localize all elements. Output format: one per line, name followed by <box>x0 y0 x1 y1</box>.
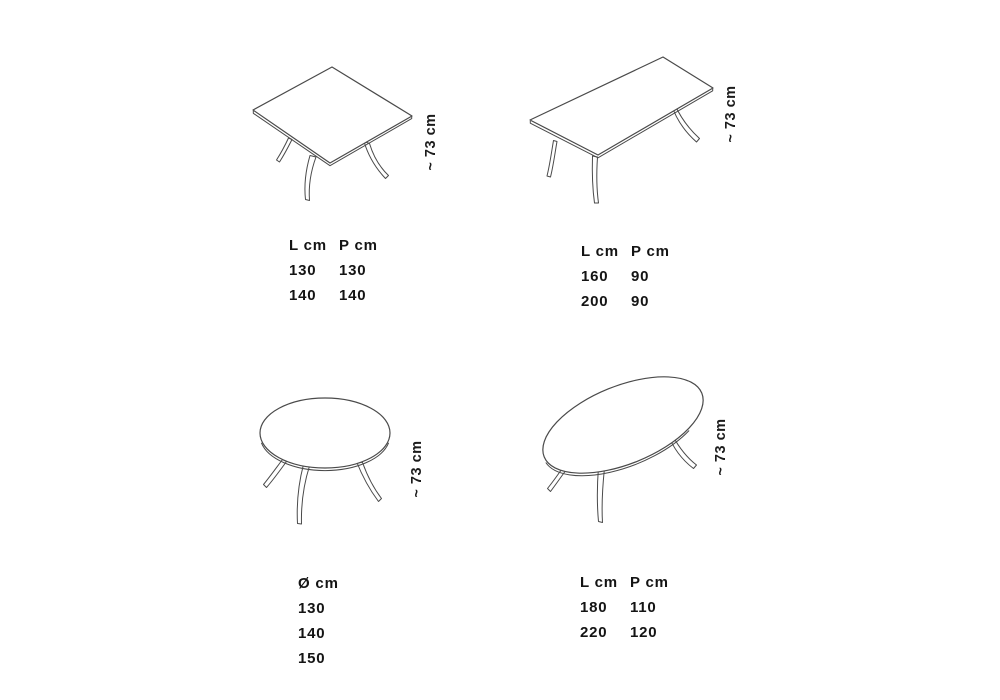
dimensions-row <box>298 596 343 621</box>
table-legs <box>264 460 382 525</box>
dimensions-row <box>289 258 384 283</box>
height-label: ~ 73 cm <box>713 418 729 476</box>
dimension-value: 130 <box>338 262 367 279</box>
dimensions-row <box>298 646 343 671</box>
dimensions-header-row <box>298 571 343 596</box>
dimensions-row <box>581 264 676 289</box>
round-table-drawing <box>245 385 430 560</box>
dimension-header: Ø cm <box>298 575 339 592</box>
rectangular-table-dimensions <box>581 239 676 314</box>
table-leg <box>277 138 293 162</box>
dimension-value: 140 <box>289 287 317 304</box>
table-leg <box>547 141 557 178</box>
square-table-drawing <box>245 55 435 210</box>
square-table-dimensions <box>289 233 384 308</box>
dimensions-row <box>580 595 675 620</box>
dimension-value: 90 <box>630 293 650 310</box>
height-label: ~ 73 cm <box>423 113 439 171</box>
dimensions-header-row <box>580 570 675 595</box>
dimension-header: L cm <box>581 243 619 260</box>
dimension-header: P cm <box>630 243 670 260</box>
dimension-header: P cm <box>629 574 669 591</box>
dimensions-row <box>580 620 675 645</box>
dimensions-header-row <box>581 239 676 264</box>
table-leg <box>364 142 389 179</box>
dimensions-row <box>581 289 676 314</box>
dimension-value: 90 <box>630 268 650 285</box>
oval-tabletop <box>530 360 717 493</box>
dimension-header: L cm <box>289 237 327 254</box>
dimensions-row <box>298 621 343 646</box>
dimension-value: 140 <box>298 625 326 642</box>
dimension-value: 130 <box>289 262 317 279</box>
dimension-value: 130 <box>298 600 326 617</box>
table-leg <box>264 460 287 488</box>
dimension-value: 180 <box>580 599 608 616</box>
dimension-value: 160 <box>581 268 609 285</box>
oval-table-dimensions <box>580 570 675 645</box>
table-leg <box>305 156 316 201</box>
table-leg <box>592 156 598 203</box>
dimension-header: L cm <box>580 574 618 591</box>
dimension-header: P cm <box>338 237 378 254</box>
dimension-value: 200 <box>581 293 609 310</box>
round-table-dimensions <box>298 571 343 671</box>
oval-table-drawing <box>525 360 725 540</box>
round-tabletop <box>260 398 390 468</box>
dimension-value: 120 <box>629 624 658 641</box>
rectangular-tabletop <box>530 57 713 155</box>
dimension-value: 140 <box>338 287 367 304</box>
dimension-value: 110 <box>629 599 657 616</box>
dimension-value: 150 <box>298 650 326 667</box>
dimension-value: 220 <box>580 624 608 641</box>
dimensions-row <box>289 283 384 308</box>
height-label: ~ 73 cm <box>409 440 425 498</box>
table-leg <box>357 462 382 502</box>
table-leg <box>297 465 309 525</box>
dimensions-header-row <box>289 233 384 258</box>
height-label: ~ 73 cm <box>723 85 739 143</box>
square-tabletop <box>253 67 412 163</box>
rectangular-table-drawing <box>515 50 725 210</box>
table-leg <box>597 467 604 523</box>
